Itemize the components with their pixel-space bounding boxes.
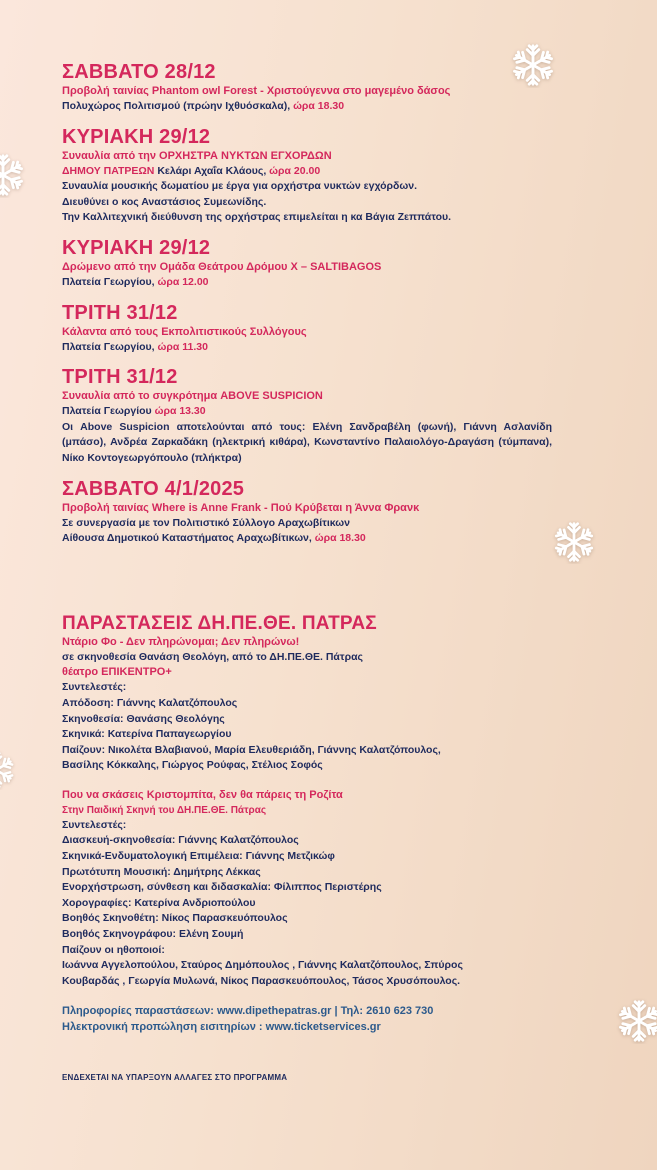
- event-day-heading: ΤΡΙΤΗ 31/12: [62, 301, 178, 324]
- event-block: [62, 477, 552, 547]
- event-venue: Αίθουσα Δημοτικού Καταστήματος Αραχωβίτικων,: [62, 532, 315, 545]
- event-time: ώρα 18.30: [293, 100, 345, 112]
- credit-line: Ενορχήστρωση, σύνθεση και διδασκαλία: Φίλιππος Περιστέρης: [62, 881, 382, 894]
- event-title: Κάλαντα από τους Εκπολιτιστικούς Συλλόγους: [62, 325, 307, 338]
- play-venue: Στην Παιδική Σκηνή του ΔΗ.ΠΕ.ΘΕ. Πάτρας: [62, 804, 267, 816]
- event-block: [62, 365, 552, 466]
- event-time: ώρα 18.30: [314, 532, 366, 545]
- credit-line: Ιωάννα Αγγελοπούλου, Σταύρος Δημόπουλος , Γιάννης Καλατζόπουλος, Σπύρος: [62, 959, 463, 972]
- event-day-heading: ΚΥΡΙΑΚΗ 29/12: [62, 125, 211, 148]
- event-title: Συναυλία από την ΟΡΧΗΣΤΡΑ ΝΥΚΤΩΝ ΕΓΧΟΡΔΩΝ: [62, 149, 332, 162]
- info-tickets: Ηλεκτρονική προπώληση εισιτηρίων : www.ticketservices.gr: [62, 1021, 381, 1034]
- event-time: ώρα 11.30: [157, 340, 208, 353]
- credit-line: Απόδοση: Γιάννης Καλατζόπουλος: [62, 696, 238, 709]
- event-description: Σε συνεργασία με τον Πολιτιστικό Σύλλογο Αραχωβίτικων: [62, 516, 350, 529]
- credit-line: Σκηνικά-Ενδυματολογική Επιμέλεια: Γιάννης Μετζικώφ: [62, 850, 335, 863]
- event-description: Διευθύνει ο κος Αναστάσιος Συμεωνίδης.: [62, 195, 267, 208]
- program-change-note: ΕΝΔΕΧΕΤΑΙ ΝΑ ΥΠΑΡΞΟΥΝ ΑΛΛΑΓΕΣ ΣΤΟ ΠΡΟΓΡΑΜΜΑ: [62, 1073, 288, 1083]
- event-title: Προβολή ταινίας Phantom owl Forest - Χριστούγεννα στο μαγεμένο δάσος: [62, 85, 451, 97]
- snowflake-icon: [0, 750, 16, 790]
- play-title: Ντάριο Φο - Δεν πληρώνομαι; Δεν πληρώνω!: [62, 635, 300, 648]
- snowflake-icon: [0, 152, 26, 198]
- event-venue: Πλατεία Γεωργίου,: [62, 275, 158, 288]
- event-description: Συναυλία μουσικής δωματίου με έργα για ορχήστρα νυκτών εγχόρδων.: [62, 180, 418, 193]
- event-venue: Πολυχώρος Πολιτισμού (πρώην Ιχθυόσκαλα),: [62, 100, 294, 112]
- play-title: Που να σκάσεις Κριστομπίτα, δεν θα πάρεις τη Ροζίτα: [62, 788, 343, 801]
- event-block: [62, 236, 552, 291]
- credit-line: Συντελεστές:: [62, 818, 127, 831]
- event-day-heading: ΣΑΒΒΑΤΟ 4/1/2025: [62, 477, 245, 500]
- event-details: [62, 340, 552, 356]
- credit-line: Συντελεστές:: [62, 681, 127, 694]
- event-details: [62, 275, 552, 291]
- credit-line: Σκηνοθεσία: Θανάσης Θεολόγης: [62, 712, 225, 725]
- credit-line: Χορογραφίες: Κατερίνα Ανδριοπούλου: [62, 896, 256, 909]
- program-content: [62, 60, 552, 1082]
- credit-line: Κουβαρδάς , Γεωργία Μυλωνά, Νίκος Παρασκευόπουλος, Τάσος Χρυσόπουλος.: [62, 974, 461, 987]
- credit-line: Πρωτότυπη Μουσική: Δημήτρης Λέκκας: [62, 865, 261, 878]
- event-time: ώρα 13.30: [154, 405, 206, 418]
- snowflake-icon: [616, 998, 657, 1044]
- event-title: Συναυλία από το συγκρότημα ABOVE SUSPICION: [62, 390, 323, 403]
- credit-line: Διασκευή-σκηνοθεσία: Γιάννης Καλατζόπουλος: [62, 834, 299, 847]
- credit-line: Παίζουν: Νικολέτα Βλαβιανού, Μαρία Ελευθεριάδη, Γιάννης Καλατζόπουλος,: [62, 743, 441, 756]
- event-details: [62, 99, 552, 115]
- event-title: Προβολή ταινίας Where is Anne Frank - Πού Κρύβεται η Άννα Φρανκ: [62, 501, 420, 514]
- event-day-heading: ΣΑΒΒΑΤΟ 28/12: [62, 61, 216, 83]
- event-venue: Κελάρι Αχαΐα Κλάους,: [157, 164, 270, 177]
- play-direction: σε σκηνοθεσία Θανάση Θεολόγη, από το ΔΗ.ΠΕ.ΘΕ. Πάτρας: [62, 650, 363, 663]
- play-venue: θέατρο ΕΠΙΚΕΝΤΡΟ+: [62, 666, 172, 679]
- info-contact: Πληροφορίες παραστάσεων: www.dipethepatras.gr | Τηλ: 2610 623 730: [62, 1005, 434, 1018]
- event-details: [62, 164, 552, 180]
- event-day-heading: ΚΥΡΙΑΚΗ 29/12: [62, 236, 211, 259]
- event-venue: Πλατεία Γεωργίου: [62, 405, 155, 418]
- section-title: ΠΑΡΑΣΤΑΣΕΙΣ ΔΗ.ΠΕ.ΘΕ. ΠΑΤΡΑΣ: [62, 612, 377, 634]
- event-block: [62, 301, 552, 356]
- event-time: ώρα 12.00: [157, 275, 209, 288]
- snowflake-icon: [552, 520, 596, 564]
- event-description: Οι Above Suspicion αποτελούνται από τους: Ελένη Σανδραβέλη (φωνή), Γιάννη Ασλανίδη (μπάσο), Ανδρέα Ζαρκαδάκη (ηλεκτρική κιθάρα), Κωνσταντίνο Παλαιολόγο-Δραγάση (τύμπανα), Νίκο Κοντογεωργόπουλο (πλήκτρα): [62, 420, 552, 464]
- event-description: Την Καλλιτεχνική διεύθυνση της ορχήστρας επιμελείται η κα Βάγια Ζεππάτου.: [62, 211, 452, 224]
- event-block: [62, 125, 552, 226]
- event-day-heading: ΤΡΙΤΗ 31/12: [62, 366, 178, 389]
- event-venue: Πλατεία Γεωργίου,: [62, 340, 158, 353]
- event-title: Δρώμενο από την Ομάδα Θεάτρου Δρόμου Χ – SALTIBAGOS: [62, 260, 382, 273]
- event-details: [62, 531, 552, 547]
- credit-line: Βοηθός Σκηνοθέτη: Νίκος Παρασκευόπουλος: [62, 912, 288, 925]
- credit-line: Βοηθός Σκηνογράφου: Ελένη Σουμή: [62, 928, 244, 941]
- theatre-section: [62, 613, 552, 1083]
- event-title-cont: ΔΗΜΟΥ ΠΑΤΡΕΩΝ: [62, 164, 158, 177]
- event-block: [62, 60, 552, 115]
- credit-line: Παίζουν οι ηθοποιοί:: [62, 943, 165, 956]
- credit-line: Σκηνικά: Κατερίνα Παπαγεωργίου: [62, 728, 232, 741]
- event-details: [62, 404, 552, 420]
- credit-line: Βασίλης Κόκκαλης, Γιώργος Ρούφας, Στέλιος Σοφός: [62, 759, 323, 772]
- event-time: ώρα 20.00: [269, 164, 321, 177]
